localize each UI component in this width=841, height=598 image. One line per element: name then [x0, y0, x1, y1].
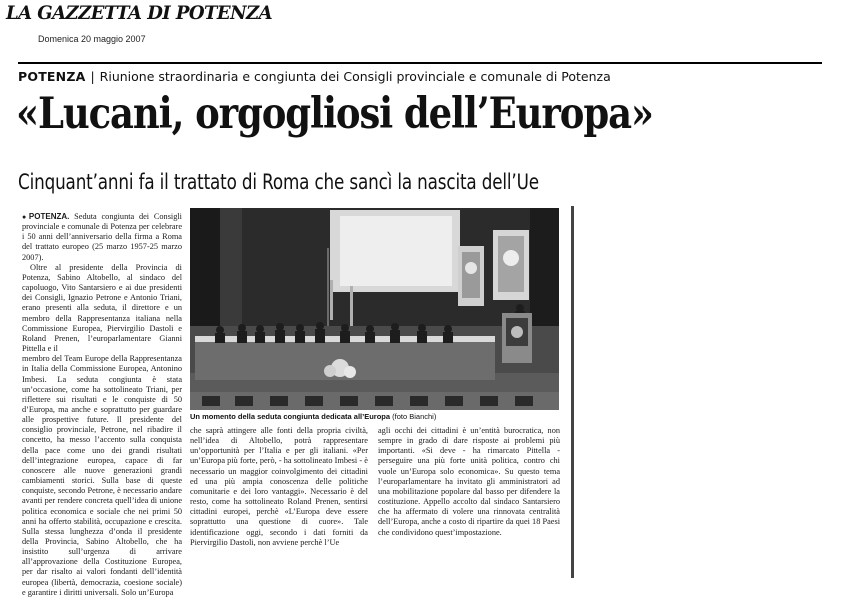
article-column-1: [22, 212, 182, 597]
kicker-text: Riunione straordinaria e congiunta dei Consigli provinciale e comunale di Potenza: [99, 69, 611, 84]
kicker-separator: |: [90, 69, 95, 84]
paragraph: [22, 212, 182, 263]
paragraph: agli occhi dei cittadini è un’entità burocratica, non sempre in grado di dare risposte ai problemi più importanti. «Si deve - ha rimarcato Pittella - perseguire una più forte unità politica, contro chi vuole un’Europa solo economica». Su questo tema l’europarlamentare ha invitato gli amministratori ad una mobilitazione popolare dal basso per difendere la costituzione. Appello accolto dal sindaco Santarsiero che ha affermato di volere una rinnovata centralità dell’Europa, anche a costo di ripartire da quei 18 Paesi che condividono quest’impostazione.: [378, 426, 560, 537]
paragraph-text: Seduta congiunta dei Consigli provinciale e comunale di Potenza per celebrare i 50 anni dell’anniversario della firma a Roma del trattato europeo (25 marzo 1957-25 marzo 2007).: [22, 212, 182, 262]
column-rule: [571, 206, 574, 578]
article-column-2: [190, 426, 368, 578]
photo-caption-text: Un momento della seduta congiunta dedicata all’Europa: [190, 412, 391, 421]
paragraph: Oltre al presidente della Provincia di Potenza, Sabino Altobello, al sindaco del capoluogo, Vito Santarsiero e ai due presidenti dei Consigli, Ignazio Petrone e Antonio Triani, erano presenti alla seduta, il direttore e un membro della Rappresentanza italiana nella Commissione Europea, Piervirgilio Dastoli e Roland Prenen, l’europarlamentare Gianni Pittella e il: [22, 262, 182, 354]
dateline-bullet: ●: [22, 213, 29, 221]
council-meeting-photo: [190, 208, 559, 410]
paragraph: che saprà attingere alle fonti della propria civiltà, nell’idea di Altobello, potrà rappresentare un’opportunità per l’Italia e per gli italiani. «Per un’Europa più forte, però, - ha sottolineato Imbesi - è necessario un maggior coinvolgimento dei cittadini ed una più ampia conoscenza delle politiche comunitarie e dei loro vantaggi». Necessario è del resto, come ha sottolineato Roland Prenen, sentirsi cittadini europei, perchè «L’Europa deve essere soprattutto una questione di cuore». Tale identificazione oggi, secondo i dati forniti da Piervirgilio Dastoli, non avviene perchè l’Ue: [190, 426, 368, 547]
issue-date: Domenica 20 maggio 2007: [38, 34, 146, 44]
headline: «Lucani, orgogliosi dell’Europa»: [16, 89, 653, 139]
subheadline: Cinquant’anni fa il trattato di Roma che sancì la nascita dell’Ue: [18, 170, 539, 194]
article-photo: [190, 208, 559, 410]
paragraph: membro del Team Europe della Rappresentanza in Italia della Commissione Europea, Antonino Imbesi. La seduta congiunta è stata un’occasione, come ha sottolineato Triani, per riflettere sui risultati e le conquiste di 50 d’Europa, ma anche e soprattutto per guardare alle prospettive future. Il presidente del consiglio provinciale, Petrone, nel ribadire il concetto, ha messo l’accento sulla conquista della pace come uno dei grandi risultati dell’integrazione europea, capace di far conoscere alle nuove generazioni grandi cambiamenti storici. Sulla base di queste conquiste, secondo Petrone, è necessario andare avanti per rendere concreta quell’idea di unione politica economica e sociale che nei primi 50 anni ha offerto stabilità, occupazione e crescita. Sulla stessa lunghezza d’onda il presidente della Provincia, Sabino Altobello, che ha insistito sull’urgenza di arrivare all’approvazione della Costituzione Europea, per dar risalto ai valori fondanti dell’identità europea (libertà, democrazia, coesione sociale) e garantire i diritti universali. Solo un’Europa: [22, 354, 182, 597]
newspaper-masthead: LA GAZZETTA DI POTENZA: [6, 2, 273, 24]
photo-credit: (foto Bianchi): [392, 412, 437, 421]
top-rule: [18, 62, 822, 64]
kicker-section: POTENZA: [18, 69, 86, 84]
kicker: [18, 69, 611, 84]
dateline: POTENZA.: [28, 212, 70, 221]
photo-caption: [190, 412, 560, 421]
article-column-3: [378, 426, 560, 578]
